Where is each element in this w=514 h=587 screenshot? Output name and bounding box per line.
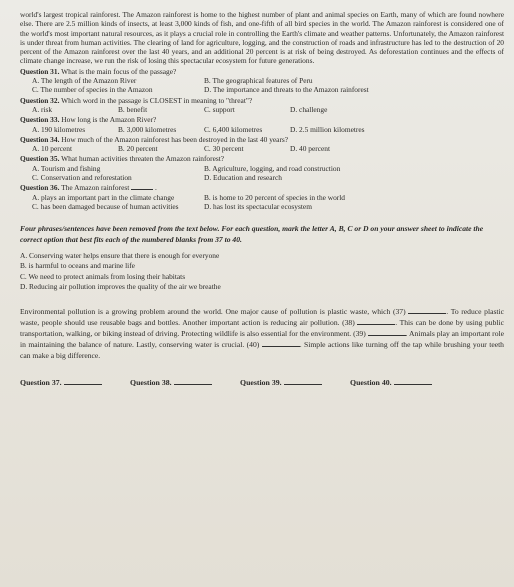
- question-35: [20, 154, 504, 182]
- option-a[interactable]: A. 10 percent: [32, 144, 73, 154]
- question-31: [20, 67, 504, 95]
- phrase-option-a: A. Conserving water helps ensure that there is enough for everyone: [20, 251, 220, 261]
- answer-blank-37[interactable]: [64, 377, 102, 385]
- question-number: Question 36.: [20, 183, 60, 193]
- blank-38[interactable]: [357, 317, 395, 325]
- question-number: Question 32.: [20, 95, 60, 105]
- question-33: [20, 115, 504, 134]
- option-d[interactable]: D. Education and research: [204, 173, 282, 183]
- option-a[interactable]: A. 190 kilometres: [32, 124, 86, 134]
- option-b[interactable]: B. 3,000 kilometres: [118, 124, 177, 134]
- answer-options: [20, 144, 504, 153]
- option-a[interactable]: A. risk: [32, 104, 53, 114]
- blank-39[interactable]: [368, 328, 406, 336]
- option-c[interactable]: C. 30 percent: [204, 144, 244, 154]
- question-stem: [20, 96, 504, 105]
- question-stem: [20, 135, 504, 144]
- answer-40: [350, 377, 504, 387]
- answer-options: [20, 193, 504, 212]
- question-stem: [20, 67, 504, 76]
- option-c[interactable]: C. 6,400 kilometres: [204, 124, 263, 134]
- option-b[interactable]: B. 20 percent: [118, 144, 158, 154]
- question-text: The Amazon rainforest: [61, 183, 130, 193]
- cloze-text-4: . Animals play an important role in maintaining the balance of nature. Lastly, conserving water is crucial. (40): [20, 329, 504, 350]
- answer-options: [20, 164, 504, 183]
- option-a[interactable]: A. plays an important part in the climate change: [32, 192, 175, 202]
- option-c[interactable]: C. has been damaged because of human activities: [32, 201, 179, 211]
- stem-blank: [131, 183, 153, 190]
- question-number: Question 33.: [20, 115, 60, 125]
- cloze-text-1: Environmental pollution is a growing problem around the world. One major cause of pollution is plastic waste, which (37): [20, 307, 406, 317]
- answer-label-38: Question 38.: [130, 378, 172, 388]
- answer-label-39: Question 39.: [240, 378, 282, 388]
- phrase-options: [20, 251, 504, 292]
- answer-options: [20, 105, 504, 114]
- option-d[interactable]: D. challenge: [290, 104, 328, 114]
- answer-options: [20, 125, 504, 134]
- question-36: [20, 183, 504, 211]
- option-b[interactable]: B. Agriculture, logging, and road construction: [204, 163, 341, 173]
- answer-38: [130, 377, 240, 387]
- option-a[interactable]: A. Tourism and fishing: [32, 163, 101, 173]
- cloze-text-2: . To reduce plastic waste, people should use reusable bags and bottles. Another important action is reducing air pollution. (38): [20, 307, 504, 328]
- option-c[interactable]: C. The number of species in the Amazon: [32, 85, 153, 95]
- question-text: What human activities threaten the Amazon rainforest?: [61, 154, 225, 164]
- answer-37: [20, 377, 130, 387]
- option-b[interactable]: B. is home to 20 percent of species in the world: [204, 192, 346, 202]
- answer-row: [20, 377, 504, 387]
- option-c[interactable]: C. Conservation and reforestation: [32, 173, 132, 183]
- question-text: Which word in the passage is CLOSEST in meaning to "threat"?: [61, 95, 253, 105]
- answer-blank-40[interactable]: [394, 377, 432, 385]
- question-list: [20, 67, 504, 211]
- question-number: Question 34.: [20, 134, 60, 144]
- option-d[interactable]: D. 40 percent: [290, 144, 331, 154]
- blank-37[interactable]: [408, 306, 446, 314]
- blank-40[interactable]: [262, 339, 300, 347]
- question-stem: [20, 115, 504, 124]
- option-c[interactable]: C. support: [204, 104, 235, 114]
- answer-blank-38[interactable]: [174, 377, 212, 385]
- option-d[interactable]: D. has lost its spectacular ecosystem: [204, 201, 312, 211]
- answer-blank-39[interactable]: [284, 377, 322, 385]
- answer-options: [20, 76, 504, 95]
- question-text: How much of the Amazon rainforest has been destroyed in the last 40 years?: [61, 134, 289, 144]
- cloze-text-3: . This can be done by using public transportation, walking, or biking instead of driving. Protecting wildlife is also essential for the environment. (39): [20, 318, 504, 339]
- option-d[interactable]: D. The importance and threats to the Amazon rainforest: [204, 85, 369, 95]
- answer-39: [240, 377, 350, 387]
- instruction-text: Four phrases/sentences have been removed from the text below. For each question, mark the letter A, B, C or D on your answer sheet to indicate the correct option that best fits each of the numbered blanks from 37 to 40.: [20, 224, 484, 245]
- worksheet-content: [20, 10, 504, 387]
- phrase-option-c: C. We need to protect animals from losing their habitats: [20, 271, 186, 281]
- question-number: Question 31.: [20, 66, 60, 76]
- option-b[interactable]: B. The geographical features of Peru: [204, 76, 313, 86]
- question-text: What is the main focus of the passage?: [61, 66, 177, 76]
- question-number: Question 35.: [20, 154, 60, 164]
- option-d[interactable]: D. 2.5 million kilometres: [290, 124, 365, 134]
- question-stem: Question 36. The Amazon rainforest .: [20, 183, 157, 193]
- reading-passage: world's largest tropical rainforest. The Amazon rainforest is home to the highest number of plant and animal species on Earth, many of which are found nowhere else. There are 2.5 million kinds of insects, at least 3,000 kinds of fish, and one-fifth of all bird species in the world. The Amazon rainforest is considered one of the world's most important natural resources, as it plays a crucial role in controlling the Earth's climate and weather patterns. Unfortunately, the Amazon rainforest is under threat from human activities. The clearing of land for agriculture, logging, and the construction of roads and infrastructure has led to the destruction of 20 percent of the Amazon rainforest over the last 40 years, and an additional 20 percent is at risk of being destroyed. As deforestation continues and the effects of climate change increase, we run the risk of losing this spectacular ecosystem for future generations.: [20, 10, 504, 66]
- question-32: [20, 96, 504, 115]
- question-text: How long is the Amazon River?: [61, 115, 157, 125]
- phrase-option-d: D. Reducing air pollution improves the quality of the air we breathe: [20, 281, 221, 291]
- answer-label-37: Question 37.: [20, 378, 62, 388]
- phrase-option-b: B. is harmful to oceans and marine life: [20, 261, 135, 271]
- question-stem: [20, 154, 504, 163]
- cloze-passage: [20, 306, 504, 361]
- option-a[interactable]: A. The length of the Amazon River: [32, 76, 137, 86]
- question-34: [20, 135, 504, 154]
- option-b[interactable]: B. benefit: [118, 104, 148, 114]
- answer-label-40: Question 40.: [350, 378, 392, 388]
- cloze-text-5: . Simple actions like turning off the tap while brushing your teeth can make a big difference.: [20, 340, 504, 361]
